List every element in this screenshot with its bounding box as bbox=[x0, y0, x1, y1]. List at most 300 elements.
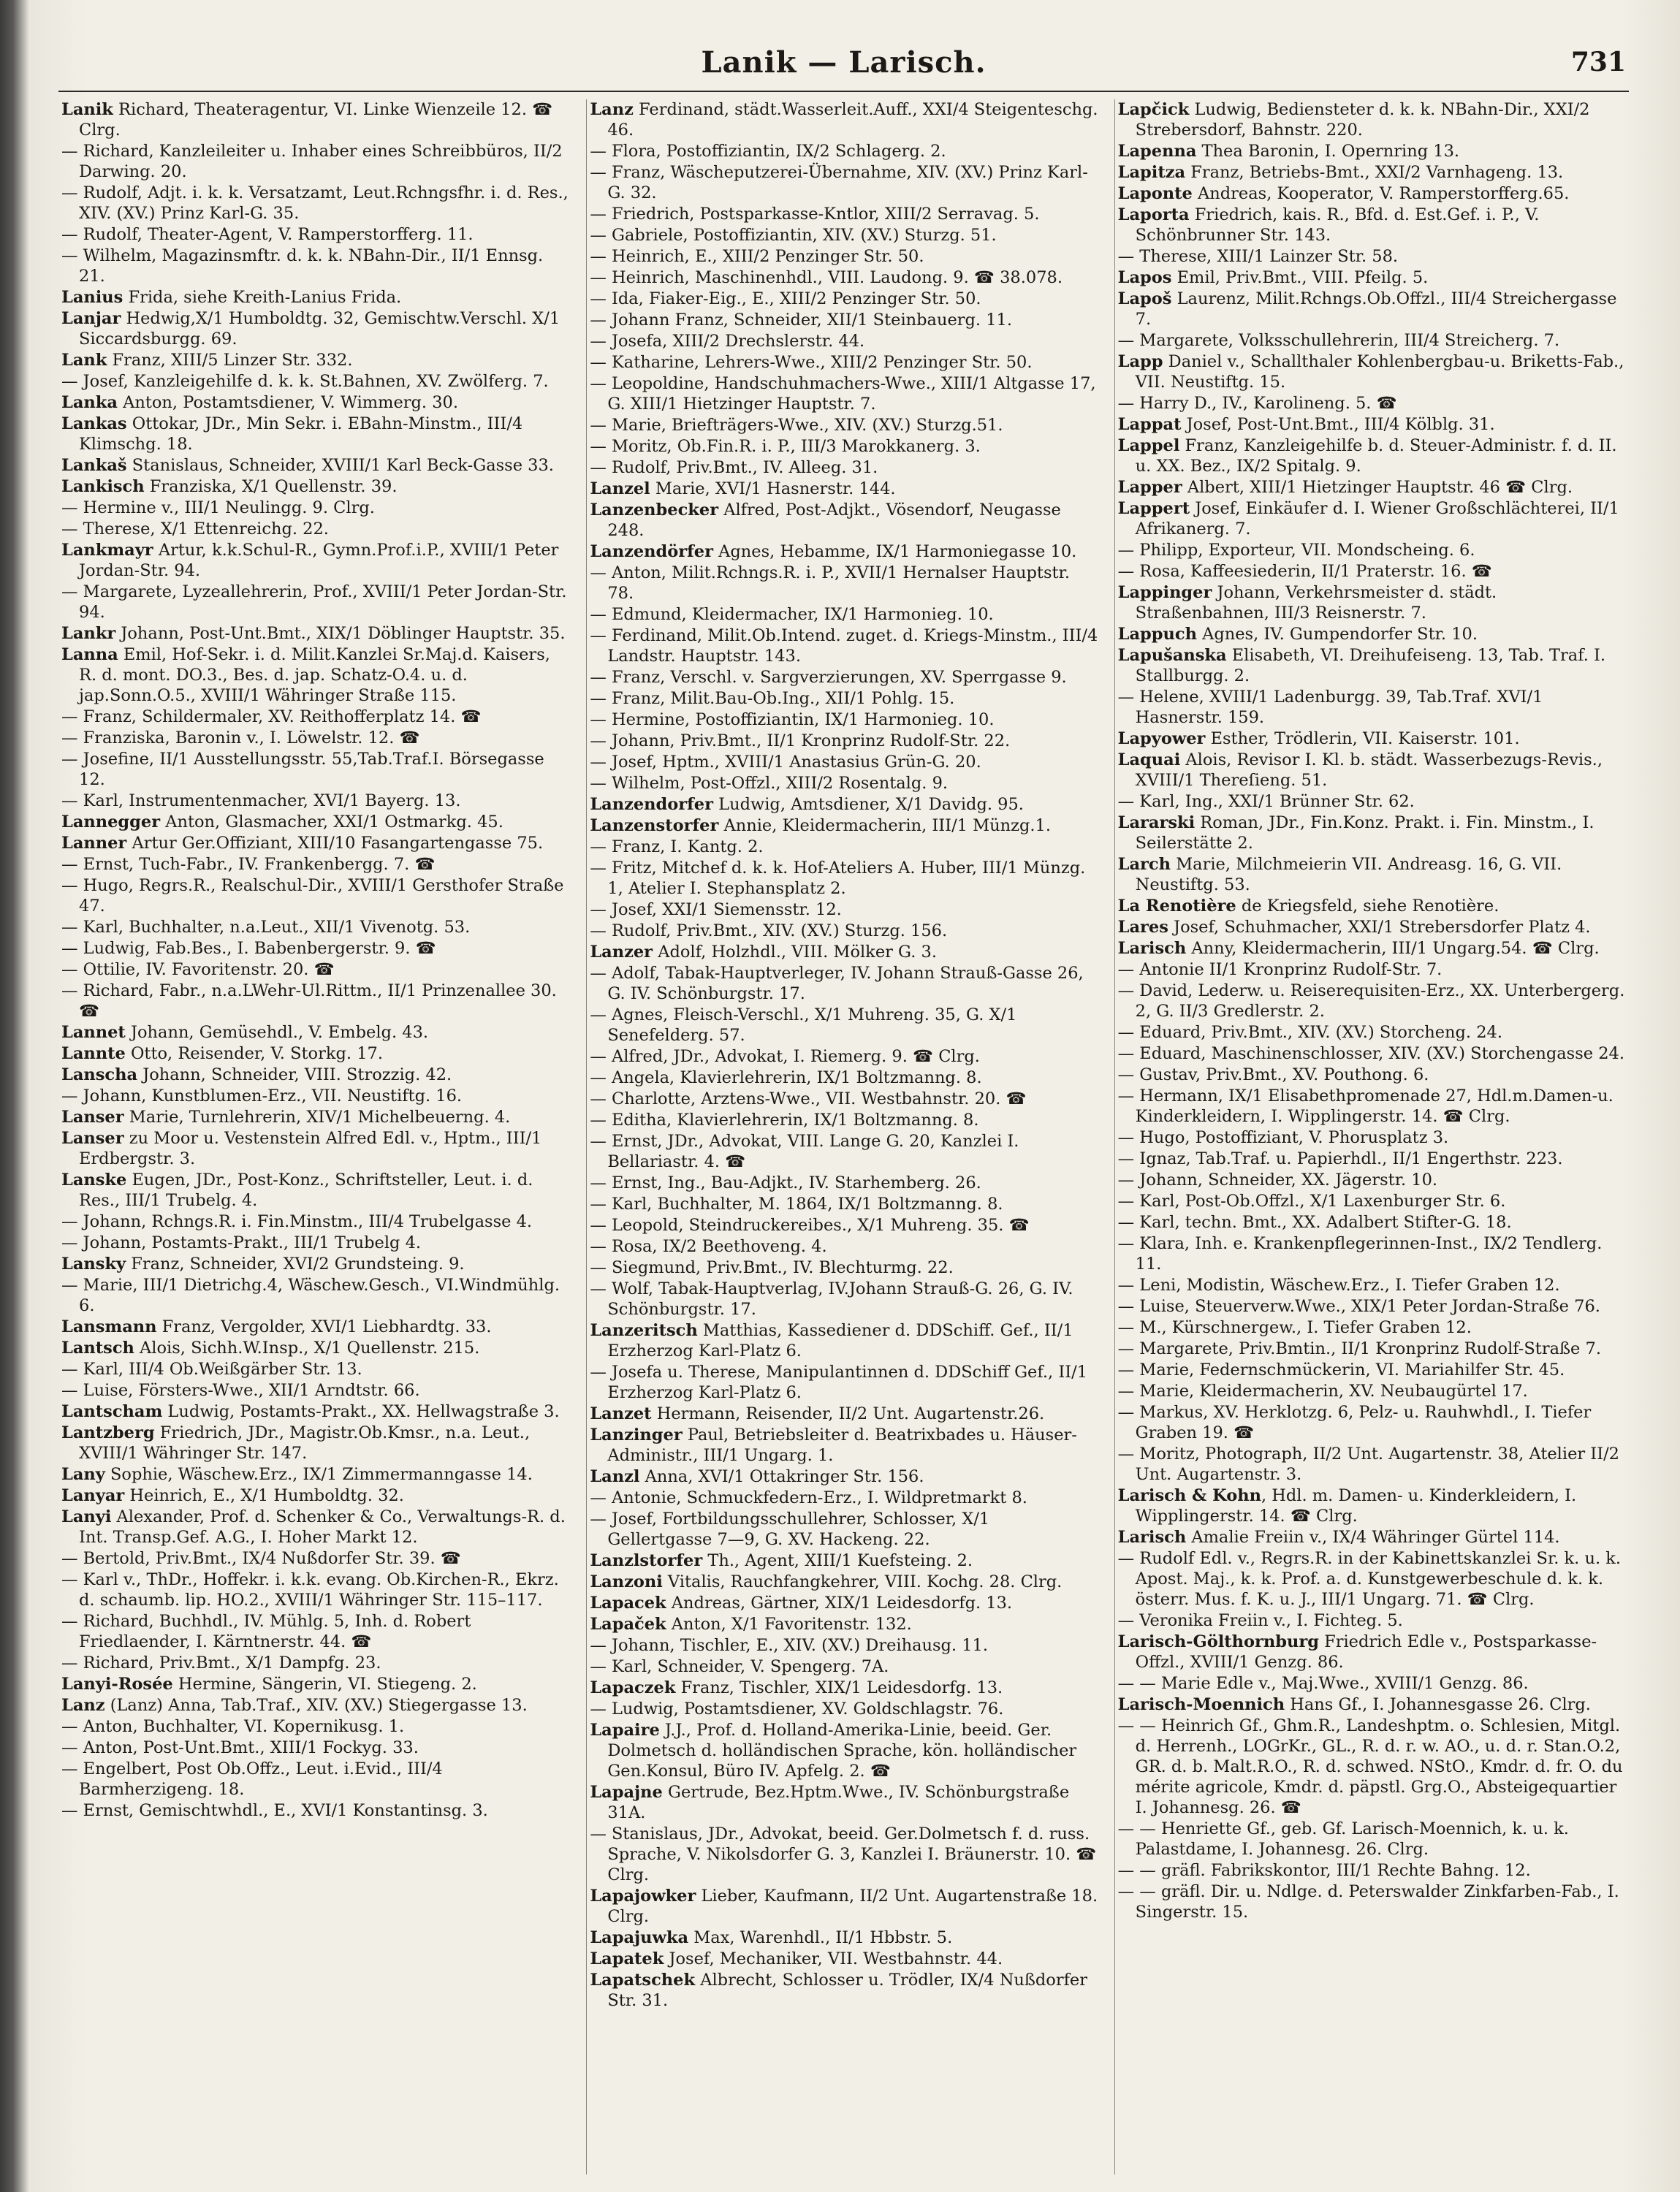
entry-details: — Charlotte, Arztens-Wwe., VII. Westbahnstr. 20. ☎ bbox=[590, 1089, 1027, 1108]
entry-details: — Ernst, Tuch-Fabr., IV. Frankenbergg. 7. ☎ bbox=[61, 855, 436, 874]
directory-entry bbox=[1118, 1212, 1626, 1233]
entry-details: — Philipp, Exporteur, VII. Mondscheing. 6. bbox=[1117, 541, 1475, 560]
directory-entry bbox=[61, 1716, 570, 1737]
entry-details: Anton, X/1 Favoritenstr. 132. bbox=[666, 1615, 912, 1634]
directory-entry bbox=[590, 1425, 1098, 1466]
directory-entry bbox=[590, 352, 1098, 373]
entry-surname: Larisch & Kohn bbox=[1117, 1486, 1261, 1505]
entry-details: Laurenz, Milit.Rchngs.Ob.Offzl., III/4 Streichergasse 7. bbox=[1135, 289, 1617, 329]
directory-entry bbox=[61, 540, 570, 581]
entry-surname: Lanz bbox=[590, 100, 634, 119]
entry-details: — Josefa u. Therese, Manipulantinnen d. DDSchiff Gef., II/1 Erzherzog Karl-Platz 6. bbox=[590, 1363, 1088, 1402]
entry-surname: Lanner bbox=[61, 834, 127, 853]
entry-surname: Lapacek bbox=[590, 1594, 666, 1613]
directory-entry bbox=[1118, 1275, 1626, 1295]
directory-entry bbox=[590, 1509, 1098, 1550]
directory-entry bbox=[590, 709, 1098, 730]
entry-details: — Ottilie, IV. Favoritenstr. 20. ☎ bbox=[61, 960, 335, 979]
entry-details: Ferdinand, städt.Wasserleit.Auff., XXI/4 Steigenteschg. 46. bbox=[607, 100, 1098, 140]
entry-surname: Lares bbox=[1117, 918, 1168, 937]
directory-entry bbox=[61, 1738, 570, 1758]
directory-entry bbox=[1118, 1881, 1626, 1922]
directory-entry bbox=[61, 1674, 570, 1694]
entry-details: Paul, Betriebsleiter d. Beatrixbades u. Häuser-Administr., III/1 Ungarg. 1. bbox=[607, 1426, 1077, 1465]
entry-details: — Karl, Buchhalter, n.a.Leut., XII/1 Vivenotg. 53. bbox=[61, 918, 471, 937]
entry-surname: Lapaire bbox=[590, 1721, 660, 1740]
entry-details: — Bertold, Priv.Bmt., IX/4 Nußdorfer Str. 39. ☎ bbox=[61, 1549, 461, 1568]
entry-details: — Antonie, Schmuckfedern-Erz., I. Wildpretmarkt 8. bbox=[590, 1488, 1027, 1507]
entry-surname: Larisch-Moennich bbox=[1117, 1695, 1285, 1714]
entry-details: — Johann, Schneider, XX. Jägerstr. 10. bbox=[1117, 1171, 1438, 1190]
entry-details: — Richard, Priv.Bmt., X/1 Dampfg. 23. bbox=[61, 1653, 381, 1672]
directory-entry bbox=[590, 1279, 1098, 1320]
entry-details: — — gräfl. Dir. u. Ndlge. d. Peterswalder Zinkfarben-Fab., I. Singerstr. 15. bbox=[1117, 1882, 1619, 1922]
entry-details: Friedrich Edle v., Postsparkasse-Offzl., XVIII/1 Genzg. 86. bbox=[1135, 1632, 1597, 1672]
entry-surname: Lapos bbox=[1117, 268, 1172, 287]
entry-details: Josef, Schuhmacher, XXI/1 Strebersdorfer Platz 4. bbox=[1168, 918, 1591, 937]
entry-details: — Josefine, II/1 Ausstellungsstr. 55,Tab.Traf.I. Börsegasse 12. bbox=[61, 750, 544, 789]
entry-details: Friedrich, JDr., Magistr.Ob.Kmsr., n.a. Leut., XVIII/1 Währinger Str. 147. bbox=[79, 1423, 531, 1463]
entry-surname: Lankr bbox=[61, 624, 116, 643]
directory-entry bbox=[590, 1656, 1098, 1677]
entry-surname: Lantscham bbox=[61, 1402, 163, 1421]
directory-entry bbox=[590, 457, 1098, 478]
directory-entry bbox=[61, 1275, 570, 1316]
directory-entry bbox=[590, 837, 1098, 857]
entry-details: — Ernst, Ing., Bau-Adjkt., IV. Starhemberg. 26. bbox=[590, 1173, 981, 1192]
entry-surname: Lanz bbox=[61, 1696, 105, 1715]
entry-surname: Lanzer bbox=[590, 943, 653, 962]
directory-entry bbox=[61, 1359, 570, 1379]
directory-entry bbox=[61, 854, 570, 875]
entry-details: — Rosa, IX/2 Beethoveng. 4. bbox=[590, 1237, 827, 1256]
directory-entry bbox=[61, 1338, 570, 1358]
entry-surname: Lapoš bbox=[1117, 289, 1172, 308]
entry-surname: Lannegger bbox=[61, 813, 161, 831]
entry-details: — Hermine, Postoffiziantin, IX/1 Harmonieg. 10. bbox=[590, 710, 995, 729]
directory-entry bbox=[590, 1068, 1098, 1088]
entry-details: — Rudolf, Priv.Bmt., IV. Alleeg. 31. bbox=[590, 458, 878, 477]
entry-details: — Klara, Inh. e. Krankenpflegerinnen-Inst., IX/2 Tendlerg. 11. bbox=[1117, 1234, 1603, 1274]
entry-details: — Flora, Postoffiziantin, IX/2 Schlagerg. 2. bbox=[590, 142, 946, 161]
directory-entry bbox=[1118, 289, 1626, 330]
entry-surname: Lappert bbox=[1117, 499, 1190, 518]
directory-entry bbox=[1118, 162, 1626, 183]
directory-entry bbox=[1118, 1339, 1626, 1359]
directory-entry bbox=[61, 308, 570, 349]
directory-entry bbox=[1118, 1043, 1626, 1064]
entry-details: — Luise, Försters-Wwe., XII/1 Arndtstr. 66. bbox=[61, 1381, 420, 1400]
directory-entry bbox=[590, 99, 1098, 140]
entry-details: Sophie, Wäschew.Erz., IX/1 Zimmermanngasse 14. bbox=[104, 1465, 533, 1484]
entry-details: — Ida, Fiaker-Eig., E., XIII/2 Penzinger Str. 50. bbox=[590, 289, 981, 308]
directory-entry bbox=[1118, 99, 1626, 140]
entry-details: Friedrich, kais. R., Bfd. d. Est.Gef. i. P., V. Schönbrunner Str. 143. bbox=[1135, 205, 1540, 245]
directory-entry bbox=[1118, 938, 1626, 959]
directory-entry bbox=[590, 1194, 1098, 1214]
directory-entry bbox=[1118, 498, 1626, 539]
entry-surname: Lappat bbox=[1117, 415, 1182, 434]
directory-entry bbox=[590, 1572, 1098, 1592]
entry-details: Adolf, Holzhdl., VIII. Mölker G. 3. bbox=[653, 943, 937, 962]
entry-surname: Larch bbox=[1117, 855, 1171, 874]
directory-entry bbox=[590, 604, 1098, 625]
directory-entry bbox=[590, 1466, 1098, 1487]
directory-entry bbox=[61, 1695, 570, 1716]
entry-details: — Helene, XVIII/1 Ladenburgg. 39, Tab.Traf. XVI/1 Hasnerstr. 159. bbox=[1117, 688, 1543, 727]
directory-entry bbox=[1118, 582, 1626, 623]
directory-entry bbox=[61, 1759, 570, 1800]
entry-details: — Richard, Kanzleileiter u. Inhaber eines Schreibbüros, II/2 Darwing. 20. bbox=[61, 142, 563, 181]
entry-surname: Lanna bbox=[61, 645, 118, 664]
page-title: Lanik — Larisch. bbox=[701, 45, 987, 80]
entry-details: Vitalis, Rauchfangkehrer, VIII. Kochg. 28. Clrg. bbox=[662, 1572, 1063, 1591]
entry-details: Anny, Kleidermacherin, III/1 Ungarg.54. ☎ Clrg. bbox=[1186, 939, 1600, 958]
entry-details: — — Heinrich Gf., Ghm.R., Landeshptm. o. Schlesien, Mitgl. d. Herrenh., LOGrKr., GL., R. d. r. w. AO., u. d. r. Stan.O.2, GR. d. b. Malt.R.O., R. d. schwed. NStO., Kmdr. d. fr. O. du mérite agricole, Kmdr. d. päpstl. Grg.O., Absteigequartier I. Johannesg. 26. ☎ bbox=[1117, 1716, 1623, 1817]
entry-details: — Friedrich, Postsparkasse-Kntlor, XIII/2 Serravag. 5. bbox=[590, 205, 1040, 224]
entry-surname: Lapitza bbox=[1117, 163, 1186, 182]
directory-entry bbox=[590, 858, 1098, 899]
directory-entry bbox=[61, 183, 570, 224]
entry-details: — Wilhelm, Post-Offzl., XIII/2 Rosentalg. 9. bbox=[590, 774, 949, 793]
directory-entry bbox=[1118, 1170, 1626, 1190]
entry-details: Daniel v., Schallthaler Kohlenbergbau-u. Briketts-Fab., VII. Neustiftg. 15. bbox=[1135, 352, 1624, 392]
directory-entry bbox=[61, 414, 570, 454]
entry-details: Josef, Mechaniker, VII. Westbahnstr. 44. bbox=[664, 1949, 1003, 1968]
entry-details: Johann, Verkehrsmeister d. städt. Straßenbahnen, III/3 Reisnerstr. 7. bbox=[1135, 583, 1497, 623]
directory-entry bbox=[1118, 1694, 1626, 1715]
entry-details: — Veronika Freiin v., I. Fichteg. 5. bbox=[1117, 1611, 1403, 1630]
entry-details: — Alfred, JDr., Advokat, I. Riemerg. 9. ☎ Clrg. bbox=[590, 1047, 980, 1066]
directory-entry bbox=[590, 1257, 1098, 1278]
entry-details: — Marie, Briefträgers-Wwe., XIV. (XV.) Sturzg.51. bbox=[590, 416, 1003, 435]
directory-entry bbox=[590, 1678, 1098, 1698]
directory-entry bbox=[61, 875, 570, 916]
entry-surname: Lapaczek bbox=[590, 1678, 676, 1697]
entry-details: Franz, Betriebs-Bmt., XXI/2 Varnhageng. 13. bbox=[1185, 163, 1564, 182]
entry-surname: Lapajuwka bbox=[590, 1928, 689, 1947]
entry-details: — Josef, Kanzleigehilfe d. k. k. St.Bahnen, XV. Zwölferg. 7. bbox=[61, 372, 549, 391]
directory-entry bbox=[1118, 1610, 1626, 1631]
entry-surname: Lanzl bbox=[590, 1467, 640, 1486]
entry-details: — Johann Franz, Schneider, XII/1 Steinbauerg. 11. bbox=[590, 311, 1013, 330]
directory-entry bbox=[1118, 477, 1626, 498]
entry-details: — Josef, Fortbildungsschullehrer, Schlosser, X/1 Gellertgasse 7—9, G. XV. Hackeng. 22. bbox=[590, 1510, 990, 1549]
entry-details: Albrecht, Schlosser u. Trödler, IX/4 Nußdorfer Str. 31. bbox=[607, 1971, 1088, 2010]
entry-details: Alois, Revisor I. Kl. b. städt. Wasserbezugs-Revis., XVIII/1 Thereſieng. 51. bbox=[1135, 750, 1603, 790]
directory-entry bbox=[590, 162, 1098, 203]
entry-details: Hermine, Sängerin, VI. Stiegeng. 2. bbox=[172, 1675, 477, 1694]
entry-surname: Lankmayr bbox=[61, 541, 153, 560]
directory-entry bbox=[590, 1173, 1098, 1193]
entry-details: Johann, Schneider, VIII. Strozzig. 42. bbox=[137, 1065, 452, 1084]
entry-details: — Karl, Buchhalter, M. 1864, IX/1 Boltzmanng. 8. bbox=[590, 1195, 1003, 1214]
directory-entry bbox=[590, 1782, 1098, 1823]
page-number: 731 bbox=[1570, 47, 1626, 77]
entry-details: Anna, XVI/1 Ottakringer Str. 156. bbox=[639, 1467, 924, 1486]
directory-entry bbox=[590, 563, 1098, 604]
directory-entry bbox=[1118, 1548, 1626, 1610]
entry-details: — Ludwig, Postamtsdiener, XV. Goldschlagstr. 76. bbox=[590, 1700, 1004, 1719]
entry-surname: Lanyi bbox=[61, 1507, 112, 1526]
entry-surname: Lank bbox=[61, 351, 107, 370]
entry-surname: Lanzlstorfer bbox=[590, 1551, 703, 1570]
entry-surname: Lantsch bbox=[61, 1339, 134, 1358]
directory-entry bbox=[61, 623, 570, 644]
directory-entry bbox=[1118, 645, 1626, 686]
entry-details: — Franz, Schildermaler, XV. Reithofferplatz 14. ☎ bbox=[61, 707, 482, 726]
directory-entry bbox=[61, 476, 570, 497]
directory-entry bbox=[590, 436, 1098, 457]
entry-details: — Richard, Buchhdl., IV. Mühlg. 5, Inh. d. Robert Friedlaender, I. Kärntnerstr. 44. ☎ bbox=[61, 1612, 471, 1651]
directory-entry bbox=[1118, 183, 1626, 204]
entry-details: — Markus, XV. Herklotzg. 6, Pelz- u. Rauhwhdl., I. Tiefer Graben 19. ☎ bbox=[1117, 1403, 1592, 1442]
entry-details: Ludwig, Amtsdiener, X/1 Davidg. 95. bbox=[712, 795, 1024, 814]
entry-surname: Lararski bbox=[1117, 813, 1196, 832]
entry-details: Emil, Priv.Bmt., VIII. Pfeilg. 5. bbox=[1171, 268, 1429, 287]
column-2 bbox=[586, 99, 1101, 2174]
directory-entry bbox=[1118, 854, 1626, 895]
columns bbox=[58, 99, 1629, 2174]
entry-details: — Karl, techn. Bmt., XX. Adalbert Stifter-G. 18. bbox=[1117, 1213, 1512, 1232]
entry-details: — Therese, X/1 Ettenreichg. 22. bbox=[61, 520, 329, 539]
entry-details: Richard, Theateragentur, VI. Linke Wienzeile 12. ☎ Clrg. bbox=[79, 100, 553, 140]
entry-details: Franz, Schneider, XVI/2 Grundsteing. 9. bbox=[126, 1255, 465, 1274]
entry-details: Albert, XIII/1 Hietzinger Hauptstr. 46 ☎ Clrg. bbox=[1182, 478, 1573, 497]
directory-entry bbox=[61, 1254, 570, 1274]
directory-entry bbox=[1118, 393, 1626, 414]
entry-details: — Editha, Klavierlehrerin, IX/1 Boltzmanng. 8. bbox=[590, 1111, 979, 1130]
entry-details: — Karl v., ThDr., Hoffekr. i. k.k. evang. Ob.Kirchen-R., Ekrz. d. schaumb. lip. HO.2., XVIII/1 Währinger Str. 115–117. bbox=[61, 1570, 559, 1610]
entry-details: Max, Warenhdl., II/1 Hbbstr. 5. bbox=[688, 1928, 953, 1947]
directory-entry bbox=[590, 1614, 1098, 1635]
entry-surname: Lanzel bbox=[590, 479, 650, 498]
entry-surname: Lansmann bbox=[61, 1317, 157, 1336]
directory-entry bbox=[61, 917, 570, 937]
entry-details: — Ferdinand, Milit.Ob.Intend. zuget. d. Kriegs-Minstm., III/4 Landstr. Hauptstr. 143. bbox=[590, 626, 1098, 666]
entry-details: de Kriegsfeld, siehe Renotière. bbox=[1236, 897, 1500, 916]
entry-details: Th., Agent, XIII/1 Kuefsteing. 2. bbox=[702, 1551, 973, 1570]
directory-entry bbox=[61, 938, 570, 959]
directory-entry bbox=[590, 1886, 1098, 1927]
directory-entry bbox=[1118, 1127, 1626, 1148]
entry-details: — Margarete, Volksschullehrerin, III/4 Streicherg. 7. bbox=[1117, 331, 1560, 350]
directory-entry bbox=[61, 707, 570, 727]
entry-surname: Lanzenbecker bbox=[590, 501, 719, 520]
entry-surname: Lapatek bbox=[590, 1949, 664, 1968]
directory-entry bbox=[1118, 750, 1626, 791]
directory-entry bbox=[61, 1423, 570, 1464]
directory-entry bbox=[61, 728, 570, 748]
directory-entry bbox=[1118, 917, 1626, 937]
entry-details: — Johann, Priv.Bmt., II/1 Kronprinz Rudolf-Str. 22. bbox=[590, 731, 1011, 750]
directory-entry bbox=[590, 331, 1098, 351]
directory-entry bbox=[61, 959, 570, 980]
entry-details: — Franz, I. Kantg. 2. bbox=[590, 837, 764, 856]
directory-entry bbox=[61, 1233, 570, 1253]
column-1 bbox=[58, 99, 573, 2174]
entry-details: J.J., Prof. d. Holland-Amerika-Linie, beeid. Ger. Dolmetsch d. holländischen Sprache, kön. holländischer Gen.Konsul, Büro IV. Apfelg. 2. ☎ bbox=[607, 1721, 1077, 1781]
directory-entry bbox=[590, 541, 1098, 562]
entry-details: — Franz, Wäscheputzerei-Übernahme, XIV. (XV.) Prinz Karl-G. 32. bbox=[590, 163, 1088, 202]
directory-entry bbox=[590, 225, 1098, 246]
directory-entry bbox=[590, 1005, 1098, 1046]
directory-entry bbox=[590, 1720, 1098, 1781]
entry-details: Marie, Turnlehrerin, XIV/1 Michelbeuerng. 4. bbox=[123, 1108, 511, 1127]
entry-details: — Marie, III/1 Dietrichg.4, Wäschew.Gesch., VI.Windmühlg. 6. bbox=[61, 1276, 560, 1315]
entry-details: Matthias, Kassediener d. DDSchiff. Gef., II/1 Erzherzog Karl-Platz 6. bbox=[607, 1321, 1073, 1361]
directory-entry bbox=[590, 794, 1098, 815]
directory-entry bbox=[61, 392, 570, 413]
entry-surname: Lanzet bbox=[590, 1404, 652, 1423]
entry-details: — Josef, XXI/1 Siemensstr. 12. bbox=[590, 900, 842, 919]
entry-surname: Lanyar bbox=[61, 1486, 125, 1505]
directory-entry bbox=[1118, 1402, 1626, 1443]
directory-entry bbox=[590, 1320, 1098, 1361]
entry-details: — Gustav, Priv.Bmt., XV. Pouthong. 6. bbox=[1117, 1065, 1429, 1084]
entry-details: — Margarete, Lyzeallehrerin, Prof., XVIII/1 Peter Jordan-Str. 94. bbox=[61, 582, 567, 622]
entry-surname: Lanzendörfer bbox=[590, 542, 713, 561]
entry-surname: Lanius bbox=[61, 288, 123, 307]
directory-entry bbox=[590, 752, 1098, 772]
directory-entry bbox=[590, 479, 1098, 499]
entry-details: — — Marie Edle v., Maj.Wwe., XVIII/1 Genzg. 86. bbox=[1117, 1674, 1529, 1693]
entry-details: — Johann, Rchngs.R. i. Fin.Minstm., III/4 Trubelgasse 4. bbox=[61, 1212, 533, 1231]
directory-entry bbox=[590, 500, 1098, 541]
entry-details: — Heinrich, Maschinenhdl., VIII. Laudong. 9. ☎ 38.078. bbox=[590, 268, 1063, 287]
entry-details: — Anton, Post-Unt.Bmt., XIII/1 Fockyg. 33. bbox=[61, 1738, 419, 1757]
entry-details: — M., Kürschnergew., I. Tiefer Graben 12. bbox=[1117, 1318, 1472, 1337]
entry-details: — Margarete, Priv.Bmtin., II/1 Kronprinz Rudolf-Straße 7. bbox=[1117, 1339, 1601, 1358]
entry-surname: Lanka bbox=[61, 393, 118, 412]
entry-surname: Lapajowker bbox=[590, 1887, 696, 1906]
entry-details: — Richard, Fabr., n.a.LWehr-Ul.Rittm., II/1 Prinzenallee 30. ☎ bbox=[61, 981, 557, 1021]
entry-details: — Hermine v., III/1 Neulingg. 9. Clrg. bbox=[61, 498, 375, 517]
entry-details: Hedwig,X/1 Humboldtg. 32, Gemischtw.Verschl. X/1 Siccardsburgg. 69. bbox=[79, 309, 560, 349]
entry-details: — Wolf, Tabak-Hauptverlag, IV.Johann Strauß-G. 26, G. IV. Schönburgstr. 17. bbox=[590, 1279, 1073, 1319]
entry-details: — Harry D., IV., Karolineng. 5. ☎ bbox=[1117, 394, 1397, 413]
entry-details: — Eduard, Maschinenschlosser, XIV. (XV.) Storchengasse 24. bbox=[1117, 1044, 1625, 1063]
entry-surname: Lapp bbox=[1117, 352, 1163, 371]
entry-details: — Ernst, JDr., Advokat, VIII. Lange G. 20, Kanzlei I. Bellariastr. 4. ☎ bbox=[590, 1132, 1019, 1171]
directory-entry bbox=[61, 1086, 570, 1106]
page-header bbox=[58, 45, 1629, 92]
directory-entry bbox=[61, 833, 570, 853]
directory-entry bbox=[1118, 141, 1626, 161]
directory-entry bbox=[61, 1317, 570, 1337]
entry-details: Hermann, Reisender, II/2 Unt. Augartenstr.26. bbox=[651, 1404, 1045, 1423]
entry-details: Franz, Kanzleigehilfe b. d. Steuer-Administr. f. d. II. u. XX. Bez., IX/2 Spitalg. 9. bbox=[1135, 436, 1617, 476]
directory-entry bbox=[61, 1507, 570, 1548]
directory-entry bbox=[590, 625, 1098, 666]
entry-surname: Lanzeritsch bbox=[590, 1321, 698, 1340]
entry-details: Agnes, IV. Gumpendorfer Str. 10. bbox=[1196, 625, 1478, 644]
directory-entry bbox=[61, 1170, 570, 1211]
directory-entry bbox=[1118, 1065, 1626, 1085]
directory-entry bbox=[590, 899, 1098, 920]
entry-surname: Lankas bbox=[61, 414, 127, 433]
directory-entry bbox=[61, 1065, 570, 1085]
directory-entry bbox=[1118, 561, 1626, 582]
entry-details: — Stanislaus, JDr., Advokat, beeid. Ger.Dolmetsch f. d. russ. Sprache, V. Nikolsdorfer G. 3, Kanzlei I. Bräunerstr. 10. ☎ Clrg. bbox=[590, 1824, 1097, 1884]
entry-details: Andreas, Kooperator, V. Ramperstorfferg.65. bbox=[1192, 184, 1570, 203]
entry-details: — Wilhelm, Magazinsmftr. d. k. k. NBahn-Dir., II/1 Ennsg. 21. bbox=[61, 246, 544, 286]
entry-details: , Hdl. m. Damen- u. Kinderkleidern, I. Wipplingerstr. 14. ☎ Clrg. bbox=[1135, 1486, 1577, 1526]
entry-surname: Lapušanska bbox=[1117, 646, 1227, 665]
directory-entry bbox=[61, 812, 570, 832]
entry-details: — Johann, Tischler, E., XIV. (XV.) Dreihausg. 11. bbox=[590, 1636, 989, 1655]
directory-entry bbox=[590, 1949, 1098, 1969]
entry-details: — Rudolf, Priv.Bmt., XIV. (XV.) Sturzg. 156. bbox=[590, 921, 948, 940]
directory-entry bbox=[1118, 205, 1626, 246]
directory-entry bbox=[590, 942, 1098, 962]
entry-details: — Franziska, Baronin v., I. Löwelstr. 12. ☎ bbox=[61, 728, 420, 747]
entry-details: zu Moor u. Vestenstein Alfred Edl. v., Hptm., III/1 Erdbergstr. 3. bbox=[79, 1129, 542, 1168]
directory-entry bbox=[1118, 1233, 1626, 1274]
directory-entry bbox=[590, 1215, 1098, 1236]
entry-surname: Lanzoni bbox=[590, 1572, 663, 1591]
directory-entry bbox=[590, 921, 1098, 941]
entry-details: — Adolf, Tabak-Hauptverleger, IV. Johann Strauß-Gasse 26, G. IV. Schönburgstr. 17. bbox=[590, 964, 1084, 1003]
entry-details: Elisabeth, VI. Dreihufeiseng. 13, Tab. Traf. I. Stallburgg. 2. bbox=[1135, 646, 1606, 685]
directory-entry bbox=[1118, 1317, 1626, 1338]
directory-entry bbox=[61, 791, 570, 811]
entry-details: — Karl, Ing., XXI/1 Brünner Str. 62. bbox=[1117, 792, 1415, 811]
entry-details: — Anton, Milit.Rchngs.R. i. P., XVII/1 Hernalser Hauptstr. 78. bbox=[590, 563, 1070, 603]
directory-entry bbox=[590, 204, 1098, 224]
entry-details: — Leopold, Steindruckereibes., X/1 Muhreng. 35. ☎ bbox=[590, 1216, 1030, 1235]
directory-entry bbox=[1118, 624, 1626, 644]
entry-details: Anton, Postamtsdiener, V. Wimmerg. 30. bbox=[117, 393, 458, 412]
directory-entry bbox=[1118, 1296, 1626, 1317]
directory-entry bbox=[1118, 1632, 1626, 1672]
entry-details: — Leopoldine, Handschuhmachers-Wwe., XIII/1 Altgasse 17, G. XIII/1 Hietzinger Hauptstr. 7. bbox=[590, 374, 1096, 414]
directory-entry bbox=[61, 350, 570, 370]
directory-entry bbox=[1118, 1022, 1626, 1043]
directory-entry bbox=[1118, 330, 1626, 351]
entry-details: — Marie, Kleidermacherin, XV. Neubaugürtel 17. bbox=[1117, 1382, 1528, 1401]
entry-details: Franziska, X/1 Quellenstr. 39. bbox=[144, 477, 398, 496]
directory-entry bbox=[1118, 540, 1626, 560]
entry-surname: Lanik bbox=[61, 100, 113, 119]
directory-entry bbox=[590, 1488, 1098, 1508]
directory-entry bbox=[61, 1401, 570, 1422]
directory-entry bbox=[1118, 1527, 1626, 1548]
entry-details: — Luise, Steuerverw.Wwe., XIX/1 Peter Jordan-Straße 76. bbox=[1117, 1297, 1600, 1316]
entry-details: — Moritz, Photograph, II/2 Unt. Augartenstr. 38, Atelier II/2 Unt. Augartenstr. 3. bbox=[1117, 1445, 1619, 1484]
entry-details: — Katharine, Lehrers-Wwe., XIII/2 Penzinger Str. 50. bbox=[590, 353, 1033, 372]
entry-surname: Lanscha bbox=[61, 1065, 138, 1084]
entry-details: Gertrude, Bez.Hptm.Wwe., IV. Schönburgstraße 31A. bbox=[607, 1783, 1070, 1822]
directory-entry bbox=[1118, 1360, 1626, 1380]
entry-surname: Lanzenstorfer bbox=[590, 816, 719, 835]
entry-surname: Larisch bbox=[1117, 1528, 1187, 1547]
directory-entry bbox=[61, 1464, 570, 1485]
entry-details: Alfred, Post-Adjkt., Vösendorf, Neugasse 248. bbox=[607, 501, 1061, 540]
entry-details: — Hermann, IX/1 Elisabethpromenade 27, Hdl.m.Damen-u. Kinderkleidern, I. Wipplingerstr. 14. ☎ Clrg. bbox=[1117, 1087, 1614, 1126]
entry-details: Heinrich, E., X/1 Humboldtg. 32. bbox=[124, 1486, 404, 1505]
entry-details: Franz, XIII/5 Linzer Str. 332. bbox=[107, 351, 353, 370]
entry-surname: Laquai bbox=[1117, 750, 1181, 769]
directory-entry bbox=[61, 455, 570, 476]
entry-details: — Rudolf, Theater-Agent, V. Ramperstorfferg. 11. bbox=[61, 225, 474, 244]
directory-entry bbox=[590, 1550, 1098, 1571]
directory-entry bbox=[1118, 1381, 1626, 1401]
directory-entry bbox=[61, 1128, 570, 1169]
entry-details: — Josef, Hptm., XVIII/1 Anastasius Grün-G. 20. bbox=[590, 753, 981, 772]
entry-details: — Anton, Buchhalter, VI. Kopernikusg. 1. bbox=[61, 1717, 405, 1736]
entry-details: Agnes, Hebamme, IX/1 Harmoniegasse 10. bbox=[712, 542, 1077, 561]
